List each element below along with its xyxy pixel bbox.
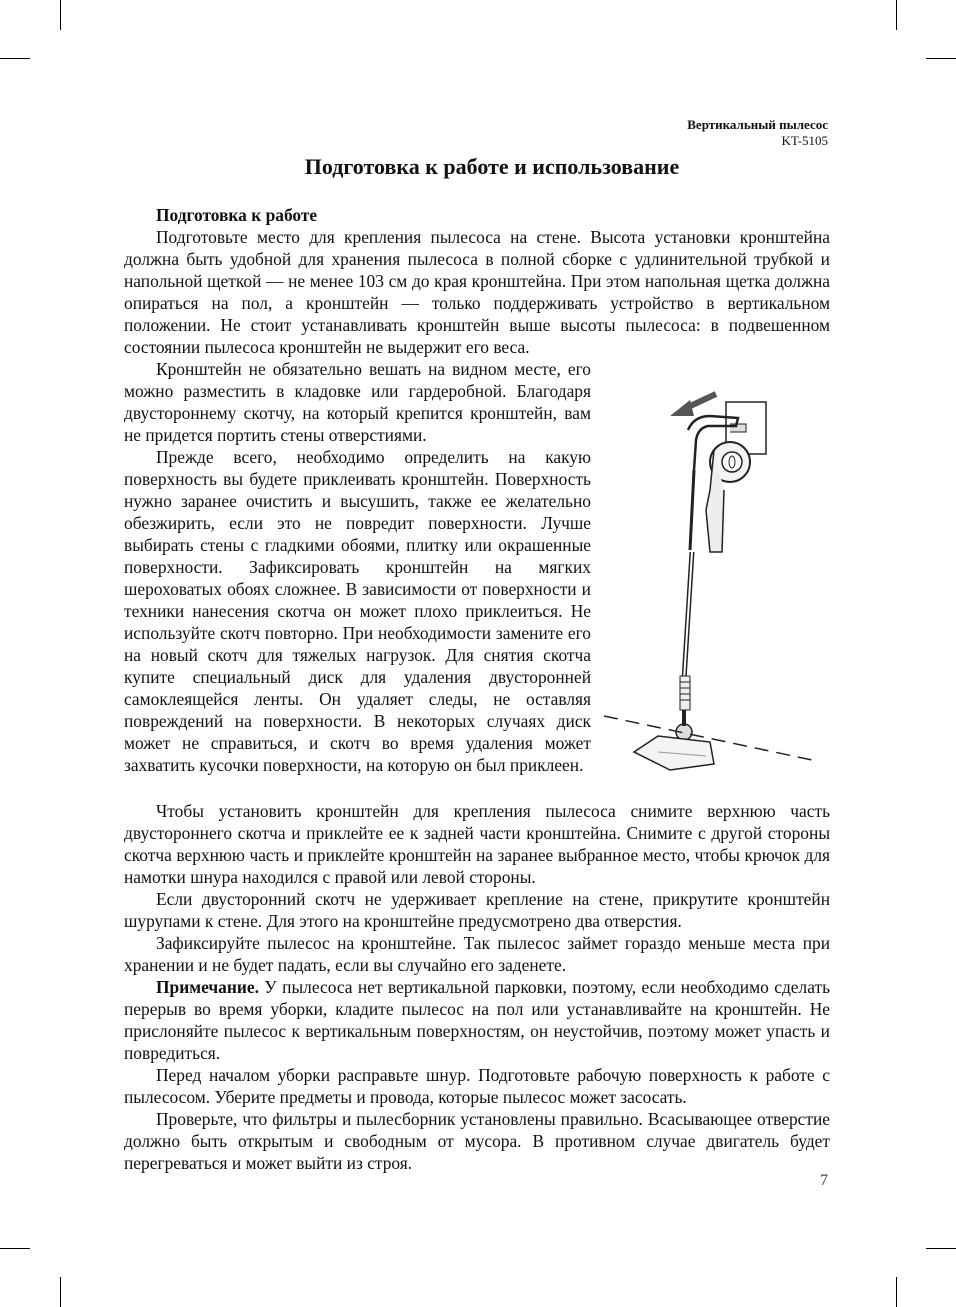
- intro-block: [124, 226, 830, 358]
- running-header: [687, 117, 828, 149]
- paragraph: Чтобы установить кронштейн для крепления пылесоса снимите верхнюю часть двустороннего скотча и приклейте ее к задней части кронштейна. Снимите с другой стороны скотча верхнюю часть и приклейте кронштейн на заранее выбранное место, чтобы крючок для намотки шнура находился с правой или левой стороны.: [124, 801, 830, 887]
- crop-mark: [60, 0, 61, 30]
- note-text: У пылесоса нет вертикальной парковки, поэтому, если необходимо сделать перерыв во время уборки, кладите пылесос на пол или устанавливайте на кронштейн. Не прислоняйте пылесос к вертикальным поверхностям, он неустойчив, поэтому может упасть и повредиться.: [124, 977, 830, 1063]
- header-model: KT-5105: [781, 133, 828, 148]
- note-label: Примечание.: [156, 977, 259, 997]
- paragraph: Зафиксируйте пылесос на кронштейне. Так пылесос займет гораздо меньше места при хранении и не будет падать, если вы случайно его заденете.: [124, 933, 830, 975]
- section-heading: Подготовка к работе: [156, 205, 318, 225]
- vacuum-on-bracket-illustration: [598, 380, 830, 790]
- crop-mark: [926, 58, 956, 59]
- crop-mark: [896, 1277, 897, 1307]
- crop-mark: [60, 1277, 61, 1307]
- left-column: [124, 358, 591, 776]
- paragraph: Перед началом уборки расправьте шнур. Подготовьте рабочую поверхность к работе с пылесосом. Уберите предметы и провода, которые пылесос может засосать.: [124, 1065, 830, 1107]
- crop-mark: [0, 58, 30, 59]
- paragraph: Прежде всего, необходимо определить на какую поверхность вы будете приклеивать кронштейн. Поверхность нужно заранее очистить и высушить, также ее желательно обезжирить, если это не повредит поверхности. Лучше выбирать стены с гладкими обоями, плитку или окрашенные поверхности. Зафиксировать кронштейн на мягких шероховатых обоях сложнее. В зависимости от поверхности и техники нанесения скотча он может плохо приклеиться. Не используйте скотч повторно. При необходимости замените его на новый скотч для тяжелых нагрузок. Для снятия скотча купите специальный диск для удаления двусторонней самоклеящейся ленты. Он удаляет следы, не оставляя повреждений на поверхности. В некоторых случаях диск может не справиться, и скотч во время удаления может захватить кусочки поверхности, на которую он был приклеен.: [124, 447, 591, 775]
- paragraph: Подготовьте место для крепления пылесоса на стене. Высота установки кронштейна должна быть удобной для хранения пылесоса в полной сборке с удлинительной трубкой и напольной щеткой — не менее 103 см до края кронштейна. При этом напольная щетка должна опираться на пол, а кронштейн — только поддерживать устройство в вертикальном положении. Не стоит устанавливать кронштейн выше высоты пылесоса: в подвешенном состоянии пылесоса кронштейн не выдержит его веса.: [124, 227, 830, 357]
- header-product: Вертикальный пылесос: [687, 117, 828, 132]
- paragraph: Проверьте, что фильтры и пылесборник установлены правильно. Всасывающее отверстие должно быть открытым и свободным от мусора. В противном случае двигатель будет перегреваться и может выйти из строя.: [124, 1109, 830, 1173]
- page-number: 7: [820, 1172, 828, 1189]
- note-paragraph: [124, 976, 830, 1064]
- crop-mark: [896, 0, 897, 30]
- crop-mark: [926, 1248, 956, 1249]
- crop-mark: [0, 1248, 30, 1249]
- paragraph: Если двусторонний скотч не удерживает крепление на стене, прикрутите кронштейн шурупами к стене. Для этого на кронштейне предусмотрено два отверстия.: [124, 889, 830, 931]
- main-block: [124, 800, 830, 1174]
- page-title: Подготовка к работе и использование: [304, 154, 680, 179]
- paragraph: Кронштейн не обязательно вешать на видном месте, его можно разместить в кладовке или гардеробной. Благодаря двустороннему скотчу, на который крепится кронштейн, вам не придется портить стены отверстиями.: [124, 359, 591, 445]
